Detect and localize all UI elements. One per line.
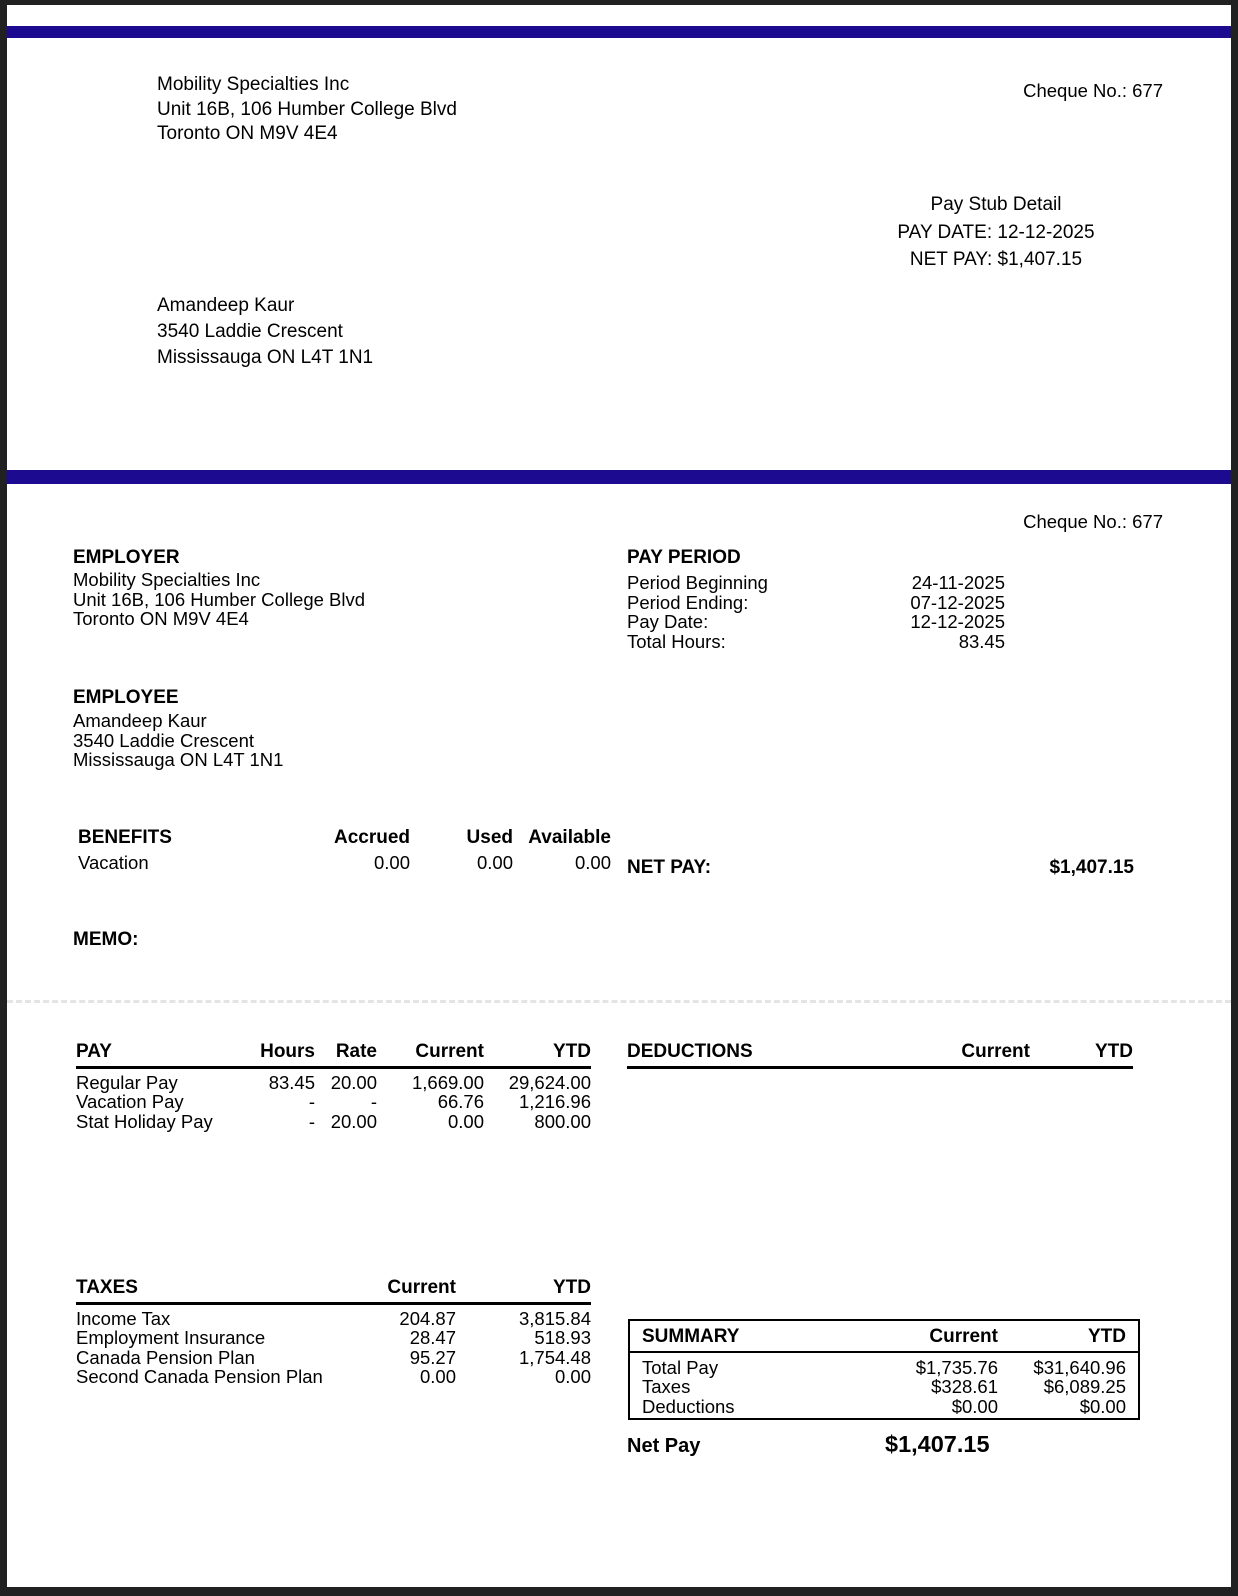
memo-label: MEMO: <box>73 929 139 950</box>
table-row <box>76 1367 591 1386</box>
employer-name: Mobility Specialties Inc <box>73 569 261 590</box>
table-row <box>76 1304 591 1329</box>
employer-address-block <box>73 570 365 629</box>
summary-row-current: $0.00 <box>951 1395 998 1417</box>
paystub-page <box>7 5 1231 1587</box>
summary-row-label: Deductions <box>642 1395 735 1417</box>
table-row <box>76 1068 591 1093</box>
benefits-header-row <box>78 827 611 853</box>
taxes-row-label: Second Canada Pension Plan <box>76 1365 323 1387</box>
company-address-line1: Unit 16B, 106 Humber College Blvd <box>157 98 457 120</box>
pay-row-ytd: 1,216.96 <box>518 1091 591 1113</box>
pay-row-ytd: 29,624.00 <box>508 1072 591 1093</box>
payee-address-line1: 3540 Laddie Crescent <box>157 321 343 343</box>
pay-table <box>76 1041 591 1131</box>
payee-address-block <box>157 293 373 372</box>
summary-row-label: Taxes <box>642 1376 691 1398</box>
pay-period-heading: PAY PERIOD <box>627 547 741 568</box>
pay-row-current: 0.00 <box>447 1110 484 1132</box>
benefits-row-available: 0.00 <box>574 852 611 873</box>
table-row <box>78 853 611 873</box>
net-pay-label: NET PAY: <box>627 857 712 878</box>
pay-heading: PAY <box>76 1041 239 1068</box>
taxes-row-label: Employment Insurance <box>76 1327 266 1349</box>
deductions-col-current: Current <box>897 1041 1030 1068</box>
pay-period-row <box>627 573 1005 593</box>
pay-row-label: Stat Holiday Pay <box>76 1110 213 1132</box>
taxes-table <box>76 1277 591 1386</box>
summary-col-current: Current <box>870 1321 1010 1352</box>
taxes-row-ytd: 3,815.84 <box>518 1308 591 1329</box>
table-row <box>630 1397 1138 1416</box>
summary-row-ytd: $6,089.25 <box>1043 1376 1126 1398</box>
employer-address-line2: Toronto ON M9V 4E4 <box>73 608 249 630</box>
pay-date-line: PAY DATE: 12-12-2025 <box>897 221 1095 243</box>
taxes-row-label: Income Tax <box>76 1308 171 1329</box>
pay-row-rate: - <box>370 1091 377 1113</box>
pay-row-label: Vacation Pay <box>76 1091 184 1113</box>
benefits-col-accrued: Accrued <box>333 827 410 848</box>
benefits-row-accrued: 0.00 <box>373 852 410 873</box>
summary-header-row <box>630 1321 1138 1352</box>
pay-period-row <box>627 632 1005 652</box>
pay-row-hours: - <box>308 1110 315 1132</box>
net-pay-row <box>627 857 1134 879</box>
employer-address-line1: Unit 16B, 106 Humber College Blvd <box>73 588 366 610</box>
employee-address-block <box>73 711 283 770</box>
taxes-row-label: Canada Pension Plan <box>76 1346 255 1368</box>
pay-period-value: 12-12-2025 <box>910 611 1005 633</box>
pay-period-rows <box>627 573 1005 651</box>
pay-col-ytd: YTD <box>484 1041 591 1068</box>
pay-period-label: Period Beginning <box>627 572 768 593</box>
summary-row-current: $1,735.76 <box>915 1357 998 1378</box>
cheque-number-top: Cheque No.: 677 <box>1023 80 1163 101</box>
pay-row-ytd: 800.00 <box>534 1110 591 1132</box>
pay-col-rate: Rate <box>315 1041 377 1068</box>
summary-table <box>630 1321 1138 1416</box>
taxes-row-ytd: 0.00 <box>554 1365 591 1387</box>
deductions-table <box>627 1041 1133 1069</box>
pay-col-current: Current <box>377 1041 484 1068</box>
pay-row-current: 66.76 <box>437 1091 484 1113</box>
pay-row-hours: 83.45 <box>268 1072 315 1093</box>
pay-header-row <box>76 1041 591 1068</box>
summary-box <box>628 1319 1140 1420</box>
net-pay-line: NET PAY: $1,407.15 <box>909 249 1083 270</box>
benefits-row-label: Vacation <box>78 852 149 873</box>
pay-period-label: Pay Date: <box>627 611 709 633</box>
pay-period-label: Total Hours: <box>627 630 726 652</box>
pay-stub-detail-block <box>840 191 1152 274</box>
summary-row-label: Total Pay <box>642 1357 719 1378</box>
payee-address-line2: Mississauga ON L4T 1N1 <box>157 347 374 369</box>
perforation-dashed-line <box>7 1000 1231 1003</box>
pay-row-hours: - <box>308 1091 315 1113</box>
taxes-header-row <box>76 1277 591 1304</box>
pay-period-row <box>627 612 1005 632</box>
taxes-row-current: 28.47 <box>409 1327 456 1349</box>
cheque-number-stub: Cheque No.: 677 <box>1023 511 1163 532</box>
pay-row-rate: 20.00 <box>330 1072 377 1093</box>
benefits-heading: BENEFITS <box>78 827 172 848</box>
benefits-col-available: Available <box>528 827 611 848</box>
summary-row-ytd: $0.00 <box>1079 1395 1126 1417</box>
pay-period-value: 83.45 <box>958 630 1005 652</box>
benefits-col-used: Used <box>466 827 513 848</box>
deductions-col-ytd: YTD <box>1030 1041 1133 1068</box>
pay-period-value: 07-12-2025 <box>910 591 1005 613</box>
employer-heading: EMPLOYER <box>73 547 180 568</box>
taxes-row-ytd: 518.93 <box>534 1327 591 1349</box>
pay-row-rate: 20.00 <box>330 1110 377 1132</box>
company-address-block <box>157 73 457 147</box>
summary-row-ytd: $31,640.96 <box>1033 1357 1126 1378</box>
pay-col-hours: Hours <box>239 1041 315 1068</box>
employee-address-line2: Mississauga ON L4T 1N1 <box>73 749 284 771</box>
pay-row-current: 1,669.00 <box>411 1072 484 1093</box>
summary-row-current: $328.61 <box>931 1376 998 1398</box>
table-row <box>76 1112 591 1131</box>
pay-period-row <box>627 593 1005 613</box>
divider-bar-top <box>7 26 1231 38</box>
taxes-row-current: 204.87 <box>399 1308 456 1329</box>
table-row <box>76 1092 591 1111</box>
final-net-pay-label: Net Pay <box>627 1435 701 1457</box>
pay-period-value: 24-11-2025 <box>911 572 1005 593</box>
pay-stub-detail-title: Pay Stub Detail <box>930 194 1062 215</box>
taxes-row-ytd: 1,754.48 <box>518 1346 591 1368</box>
summary-heading: SUMMARY <box>630 1321 870 1352</box>
company-name: Mobility Specialties Inc <box>157 74 350 95</box>
pay-row-label: Regular Pay <box>76 1072 178 1093</box>
benefits-row-used: 0.00 <box>476 852 513 873</box>
table-row <box>76 1348 591 1367</box>
taxes-col-current: Current <box>356 1277 456 1304</box>
employee-name: Amandeep Kaur <box>73 710 207 731</box>
taxes-row-current: 95.27 <box>409 1346 456 1368</box>
table-row <box>76 1328 591 1347</box>
deductions-heading: DEDUCTIONS <box>627 1041 897 1068</box>
taxes-col-ytd: YTD <box>456 1277 591 1304</box>
taxes-row-current: 0.00 <box>419 1365 456 1387</box>
company-address-line2: Toronto ON M9V 4E4 <box>157 123 338 145</box>
table-row <box>630 1352 1138 1377</box>
employee-heading: EMPLOYEE <box>73 687 179 708</box>
benefits-table <box>78 827 611 873</box>
employee-address-line1: 3540 Laddie Crescent <box>73 729 255 751</box>
deductions-header-row <box>627 1041 1133 1068</box>
final-net-pay-value: $1,407.15 <box>885 1431 990 1457</box>
table-row <box>630 1377 1138 1396</box>
net-pay-value: $1,407.15 <box>1049 857 1134 878</box>
pay-period-label: Period Ending: <box>627 591 749 613</box>
divider-bar-middle <box>7 470 1231 484</box>
summary-col-ytd: YTD <box>1010 1321 1138 1352</box>
taxes-heading: TAXES <box>76 1277 356 1304</box>
payee-name: Amandeep Kaur <box>157 295 295 316</box>
